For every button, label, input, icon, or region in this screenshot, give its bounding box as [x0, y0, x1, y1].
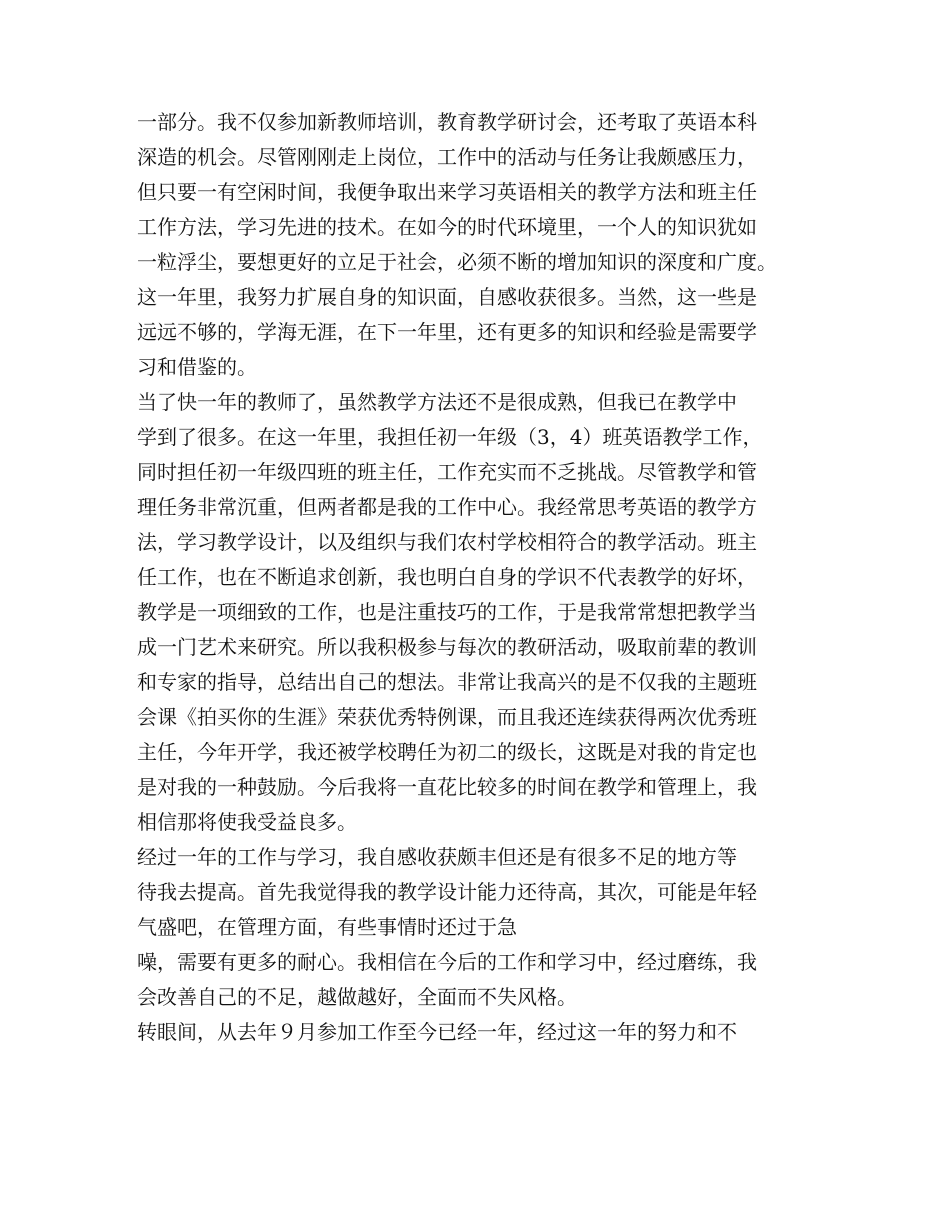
- text-line: 法，学习教学设计，以及组织与我们农村学校相符合的教学活动。班主: [137, 530, 757, 554]
- text-line: 相信那将使我受益良多。: [137, 810, 357, 834]
- text-line: 会课《拍买你的生涯》荣获优秀特例课，而且我还连续获得两次优秀班: [137, 705, 757, 729]
- text-line: 理任务非常沉重，但两者都是我的工作中心。我经常思考英语的教学方: [137, 495, 757, 519]
- text-line: 深造的机会。尽管刚刚走上岗位，工作中的活动与任务让我颇感压力，: [137, 145, 757, 169]
- text-line: 气盛吧，在管理方面，有些事情时还过于急: [137, 915, 517, 939]
- text-line: 任工作，也在不断追求创新，我也明白自身的学识不代表教学的好坏，: [137, 565, 757, 589]
- text-line: 和专家的指导，总结出自己的想法。非常让我高兴的是不仅我的主题班: [137, 670, 757, 694]
- text-line: 工作方法，学习先进的技术。在如今的时代环境里，一个人的知识犹如: [137, 215, 757, 239]
- body-text: [137, 105, 827, 1050]
- text-line: 但只要一有空闲时间，我便争取出来学习英语相关的教学方法和班主任: [137, 180, 757, 204]
- text-line: 一部分。我不仅参加新教师培训，教育教学研讨会，还考取了英语本科: [137, 110, 757, 134]
- text-line: 成一门艺术来研究。所以我积极参与每次的教研活动，吸取前辈的教训: [137, 635, 757, 659]
- text-line: 主任，今年开学，我还被学校聘任为初二的级长，这既是对我的肯定也: [137, 740, 757, 764]
- text-line: 教学是一项细致的工作，也是注重技巧的工作，于是我常常想把教学当: [137, 600, 757, 624]
- text-line: 同时担任初一年级四班的班主任，工作充实而不乏挑战。尽管教学和管: [137, 460, 757, 484]
- text-line: 学到了很多。在这一年里，我担任初一年级（3，4）班英语教学工作，: [137, 425, 763, 449]
- text-line: 噪，需要有更多的耐心。我相信在今后的工作和学习中，经过磨练，我: [137, 950, 757, 974]
- text-line: 待我去提高。首先我觉得我的教学设计能力还待高，其次，可能是年轻: [137, 880, 757, 904]
- text-line: 当了快一年的教师了，虽然教学方法还不是很成熟，但我已在教学中: [137, 390, 737, 414]
- text-line: 习和借鉴的。: [137, 355, 257, 379]
- text-line: 是对我的一种鼓励。今后我将一直花比较多的时间在教学和管理上，我: [137, 775, 757, 799]
- text-line: 经过一年的工作与学习，我自感收获颇丰但还是有很多不足的地方等: [137, 845, 737, 869]
- text-line: 转眼间，从去年９月参加工作至今已经一年，经过这一年的努力和不: [137, 1020, 737, 1044]
- text-line: 会改善自己的不足，越做越好，全面而不失风格。: [137, 985, 577, 1009]
- text-line: 这一年里，我努力扩展自身的知识面，自感收获很多。当然，这一些是: [137, 285, 757, 309]
- text-line: 远远不够的，学海无涯，在下一年里，还有更多的知识和经验是需要学: [137, 320, 757, 344]
- text-line: 一粒浮尘，要想更好的立足于社会，必须不断的增加知识的深度和广度。: [137, 250, 777, 274]
